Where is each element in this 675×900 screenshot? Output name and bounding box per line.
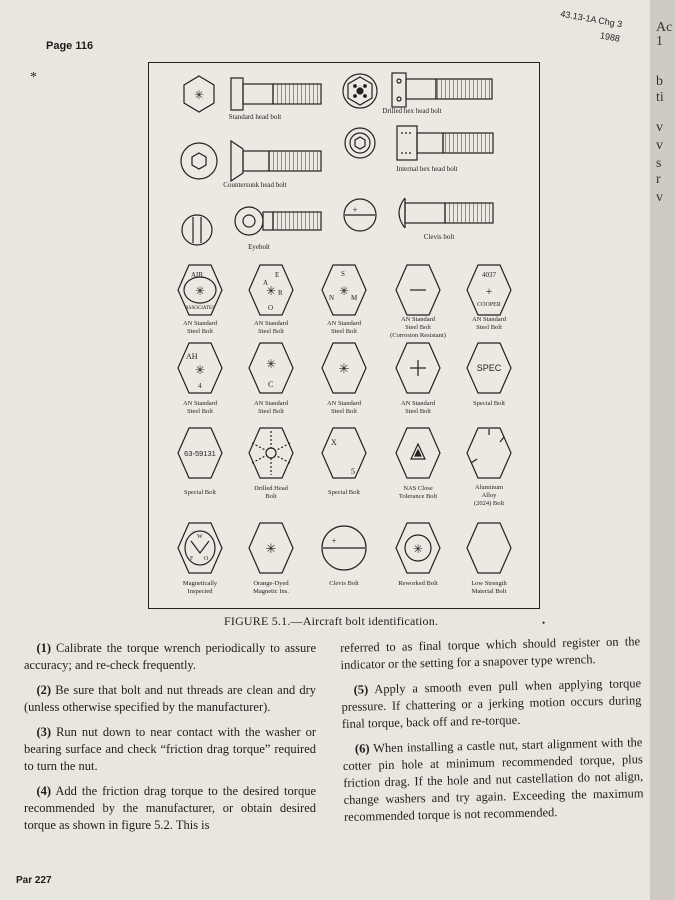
eyebolt-icon — [182, 207, 321, 245]
clevis-top-label: Clevis bolt — [423, 233, 455, 241]
r1c1-label: AN Standard Steel Bolt — [182, 320, 218, 335]
r2c2-label: AN Standard Steel Bolt — [253, 400, 289, 415]
svg-text:63-59131: 63-59131 — [184, 449, 216, 458]
edge-fragment: r — [656, 172, 661, 187]
drilled-head-icon — [249, 428, 293, 478]
r3c5-label: Aluminum Alloy (2024) Bolt — [473, 484, 505, 507]
magnetically-inspected-head-icon — [178, 523, 222, 573]
step-4: (4) Add the friction drag torque to the desired torque recommended by the manufacturer, or obtain desired torque as shown in figure 5.2. This is — [24, 784, 316, 832]
countersunk-head-bolt-icon — [181, 141, 321, 181]
snm-head-icon — [322, 265, 366, 315]
r3c4-label: NAS Close Tolerance Bolt — [398, 485, 438, 500]
low-strength-head-icon — [467, 523, 511, 573]
edge-fragment: v — [656, 190, 663, 205]
edge-fragment: b — [656, 74, 663, 89]
drilled-hex-head-bolt-icon — [343, 73, 492, 108]
svg-text:✳: ✳ — [194, 284, 206, 298]
svg-text:5: 5 — [351, 467, 355, 476]
svg-text:✳: ✳ — [338, 284, 350, 298]
r3c1-label: Special Bolt — [184, 489, 216, 496]
svg-text:AH: AH — [186, 352, 198, 361]
countersunk-label: Countersunk head bolt — [223, 181, 287, 189]
step-4-continued: referred to as final torque which should register on the indicator or the setting for a snapover type wrench. — [340, 634, 641, 672]
r3c3-label: Special Bolt — [328, 489, 360, 496]
svg-text:✳: ✳ — [265, 357, 277, 371]
r4c3-label: Clevis Bolt — [329, 580, 359, 587]
r1c3-label: AN Standard Steel Bolt — [326, 320, 362, 335]
svg-text:+: + — [331, 536, 337, 546]
svg-text:✳: ✳ — [338, 361, 350, 376]
paragraph-footer: Par 227 — [16, 875, 52, 886]
svg-text:ASSOCIATES: ASSOCIATES — [185, 306, 215, 311]
edge-fragment: s — [656, 156, 662, 171]
document-number: 43.13-1A Chg 3 — [559, 8, 623, 30]
edge-fragment: 1 — [656, 34, 663, 49]
internal-hex-label: Internal hex head bolt — [396, 165, 458, 173]
standard-head-label: Standard head bolt — [228, 113, 282, 121]
svg-text:SPEC: SPEC — [476, 363, 502, 373]
r2c5-label: Special Bolt — [473, 400, 505, 407]
svg-text:C: C — [268, 380, 274, 389]
clevis-head-icon — [322, 526, 366, 570]
svg-text:COOPER: COOPER — [477, 302, 501, 308]
r1c4-label: AN Standard Steel Bolt (Corrosion Resistant) — [390, 316, 446, 339]
svg-text:O: O — [268, 304, 274, 312]
orange-dyed-head-icon — [249, 523, 293, 573]
aero-head-icon — [249, 265, 293, 315]
edge-fragment: v — [656, 138, 663, 153]
svg-text:S: S — [341, 270, 345, 278]
edge-fragment: v — [656, 120, 663, 135]
step-2: (2) Be sure that bolt and nut threads are clean and dry (unless otherwise specified by the manufacturer). — [24, 683, 317, 714]
r2c3-label: AN Standard Steel Bolt — [326, 400, 362, 415]
svg-text:✳: ✳ — [194, 363, 206, 377]
svg-text:✳: ✳ — [193, 88, 205, 102]
svg-text:F: F — [190, 556, 194, 562]
air-associates-head-icon — [178, 265, 222, 315]
spec-head-icon — [467, 343, 511, 393]
r2c4-label: AN Standard Steel Bolt — [400, 400, 436, 415]
aluminum-alloy-head-icon — [467, 428, 511, 478]
svg-text:O: O — [204, 556, 209, 562]
svg-text:✳: ✳ — [265, 284, 277, 298]
svg-text:A: A — [263, 279, 269, 287]
ah-head-icon — [178, 343, 222, 393]
svg-text:+: + — [352, 205, 358, 215]
bolt-identification-figure — [148, 62, 540, 609]
figure-caption: FIGURE 5.1.—Aircraft bolt identification. — [224, 614, 439, 628]
r4c4-label: Reworked Bolt — [398, 580, 438, 587]
step-6: (6) When installing a castle nut, start alignment with the cotter pin hole at minimum recommended torque, plus friction drag. If the hole and nut castellation do not align, change washers and try again. Exceeding the maximum recommended torque is not recommended. — [342, 735, 644, 824]
clevis-bolt-icon — [344, 198, 493, 231]
step-1: (1) Calibrate the torque wrench periodically to assure accuracy; and re-check frequently. — [24, 641, 316, 672]
svg-text:4: 4 — [198, 382, 202, 390]
svg-text:E: E — [275, 271, 280, 279]
svg-text:X: X — [331, 438, 337, 447]
page-number: Page 116 — [46, 40, 94, 52]
special-63-59131-head-icon — [178, 428, 222, 478]
step-3: (3) Run nut down to near contact with the washer or bearing surface and check “friction drag torque” required to turn the nut. — [24, 725, 317, 773]
svg-text:✳: ✳ — [265, 541, 277, 556]
svg-text:N: N — [329, 294, 335, 302]
internal-hex-head-bolt-icon — [345, 126, 493, 160]
r1c5-label: AN Standard Steel Bolt — [471, 316, 507, 331]
eyebolt-label: Eyebolt — [248, 243, 270, 251]
cooper-head-icon — [467, 265, 511, 315]
svg-text:M: M — [351, 294, 358, 302]
steps-column-left — [24, 640, 316, 842]
r4c2-label: Orange-Dyed Magnetic Ins. — [253, 580, 289, 595]
svg-text:W: W — [197, 534, 203, 540]
document-year: 1988 — [599, 30, 621, 44]
step-5: (5) Apply a smooth even pull when applying torque pressure. If chattering or a jerking motion occurs during final torque, back off and re-torque. — [341, 676, 642, 731]
x5-special-head-icon — [322, 428, 366, 478]
svg-text:✳: ✳ — [412, 542, 424, 556]
steps-column-right — [340, 633, 644, 834]
edge-fragment: Ac — [656, 20, 673, 35]
stray-mark: • — [542, 618, 546, 628]
edge-fragment: ti — [656, 90, 664, 105]
svg-text:R: R — [278, 289, 283, 297]
standard-head-bolt-icon — [184, 76, 321, 112]
r3c2-label: Drilled Head Bolt — [254, 485, 288, 500]
drilled-hex-label: Drilled hex head bolt — [382, 107, 442, 115]
margin-asterisk: * — [30, 70, 37, 85]
r2c1-label: AN Standard Steel Bolt — [182, 400, 218, 415]
asterisk-head-icon — [322, 343, 366, 393]
svg-text:+: + — [485, 284, 493, 298]
r4c1-label: Magnetically Inspected — [182, 580, 218, 595]
c-marked-head-icon — [249, 343, 293, 393]
svg-text:AIR: AIR — [191, 271, 204, 279]
svg-text:4037: 4037 — [482, 271, 496, 279]
nas-triangle-head-icon — [396, 428, 440, 478]
facing-page-edge — [650, 0, 675, 900]
plus-head-icon — [396, 343, 440, 393]
r4c5-label: Low Strength Material Bolt — [471, 580, 507, 595]
r1c2-label: AN Standard Steel Bolt — [253, 320, 289, 335]
corrosion-resistant-head-icon — [396, 265, 440, 315]
reworked-head-icon — [396, 523, 440, 573]
